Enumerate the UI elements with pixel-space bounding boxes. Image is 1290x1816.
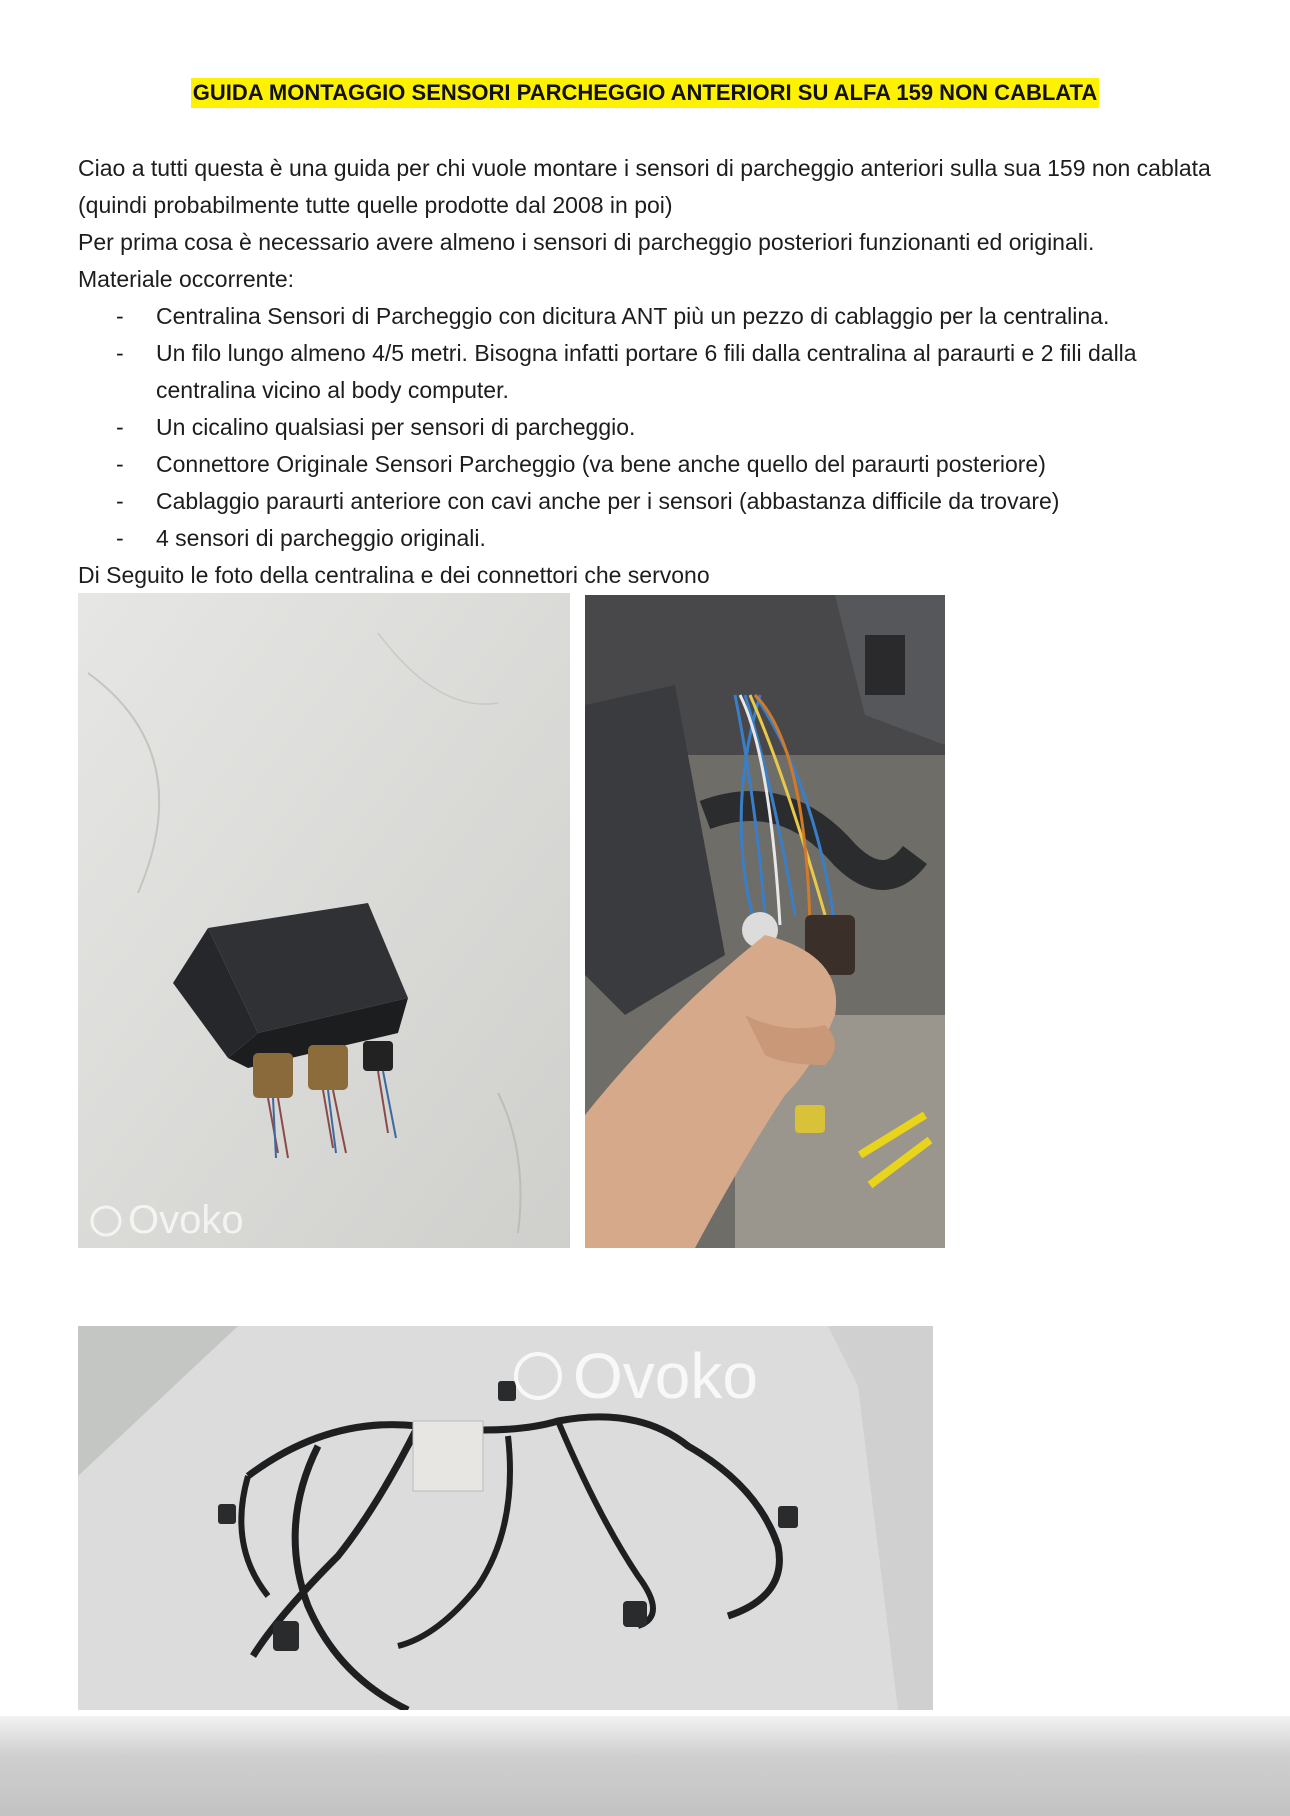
wiring-harness-photo (78, 1326, 933, 1710)
list-item (78, 520, 1228, 557)
list-item-text: Connettore Originale Sensori Parcheggio (va bene anche quello del paraurti posteriore) (156, 451, 1046, 477)
list-marker: - (116, 525, 124, 551)
document-body (78, 150, 1228, 594)
list-item (78, 483, 1228, 520)
materials-list (78, 298, 1228, 557)
list-item-text: Centralina Sensori di Parcheggio con dicitura ANT più un pezzo di cablaggio per la centralina. (156, 303, 1110, 329)
list-item-text: 4 sensori di parcheggio originali. (156, 525, 486, 551)
list-item (78, 335, 1228, 409)
list-item (78, 409, 1228, 446)
list-item-text: Cablaggio paraurti anteriore con cavi anche per i sensori (abbastanza difficile da trovare) (156, 488, 1060, 514)
document-title: GUIDA MONTAGGIO SENSORI PARCHEGGIO ANTERIORI SU ALFA 159 NON CABLATA (191, 78, 1099, 108)
list-marker: - (116, 488, 124, 514)
page-bottom-shadow (0, 1716, 1290, 1816)
watermark-text: Ovoko (128, 1198, 244, 1242)
list-item (78, 298, 1228, 335)
title-row (0, 78, 1290, 108)
list-marker: - (116, 451, 124, 477)
intro-paragraph: Ciao a tutti questa è una guida per chi vuole montare i sensori di parcheggio anteriori sulla sua 159 non cablata (quindi probabilmente tutte quelle prodotte dal 2008 in poi) (78, 155, 1211, 218)
connector-photo (585, 595, 945, 1248)
list-marker: - (116, 414, 124, 440)
watermark-text: Ovoko (573, 1340, 758, 1412)
list-item-text: Un filo lungo almeno 4/5 metri. Bisogna infatti portare 6 fili dalla centralina al paraurti e 2 fili dalla centralina vicino al body computer. (156, 340, 1137, 403)
prerequisite-paragraph: Per prima cosa è necessario avere almeno i sensori di parcheggio posteriori funzionanti ed originali. (78, 229, 1095, 255)
list-item-text: Un cicalino qualsiasi per sensori di parcheggio. (156, 414, 636, 440)
list-marker: - (116, 340, 124, 366)
list-item (78, 446, 1228, 483)
control-unit-photo (78, 593, 570, 1248)
materials-heading: Materiale occorrente: (78, 266, 295, 292)
list-marker: - (116, 303, 124, 329)
photos-caption: Di Seguito le foto della centralina e dei connettori che servono (78, 562, 710, 588)
